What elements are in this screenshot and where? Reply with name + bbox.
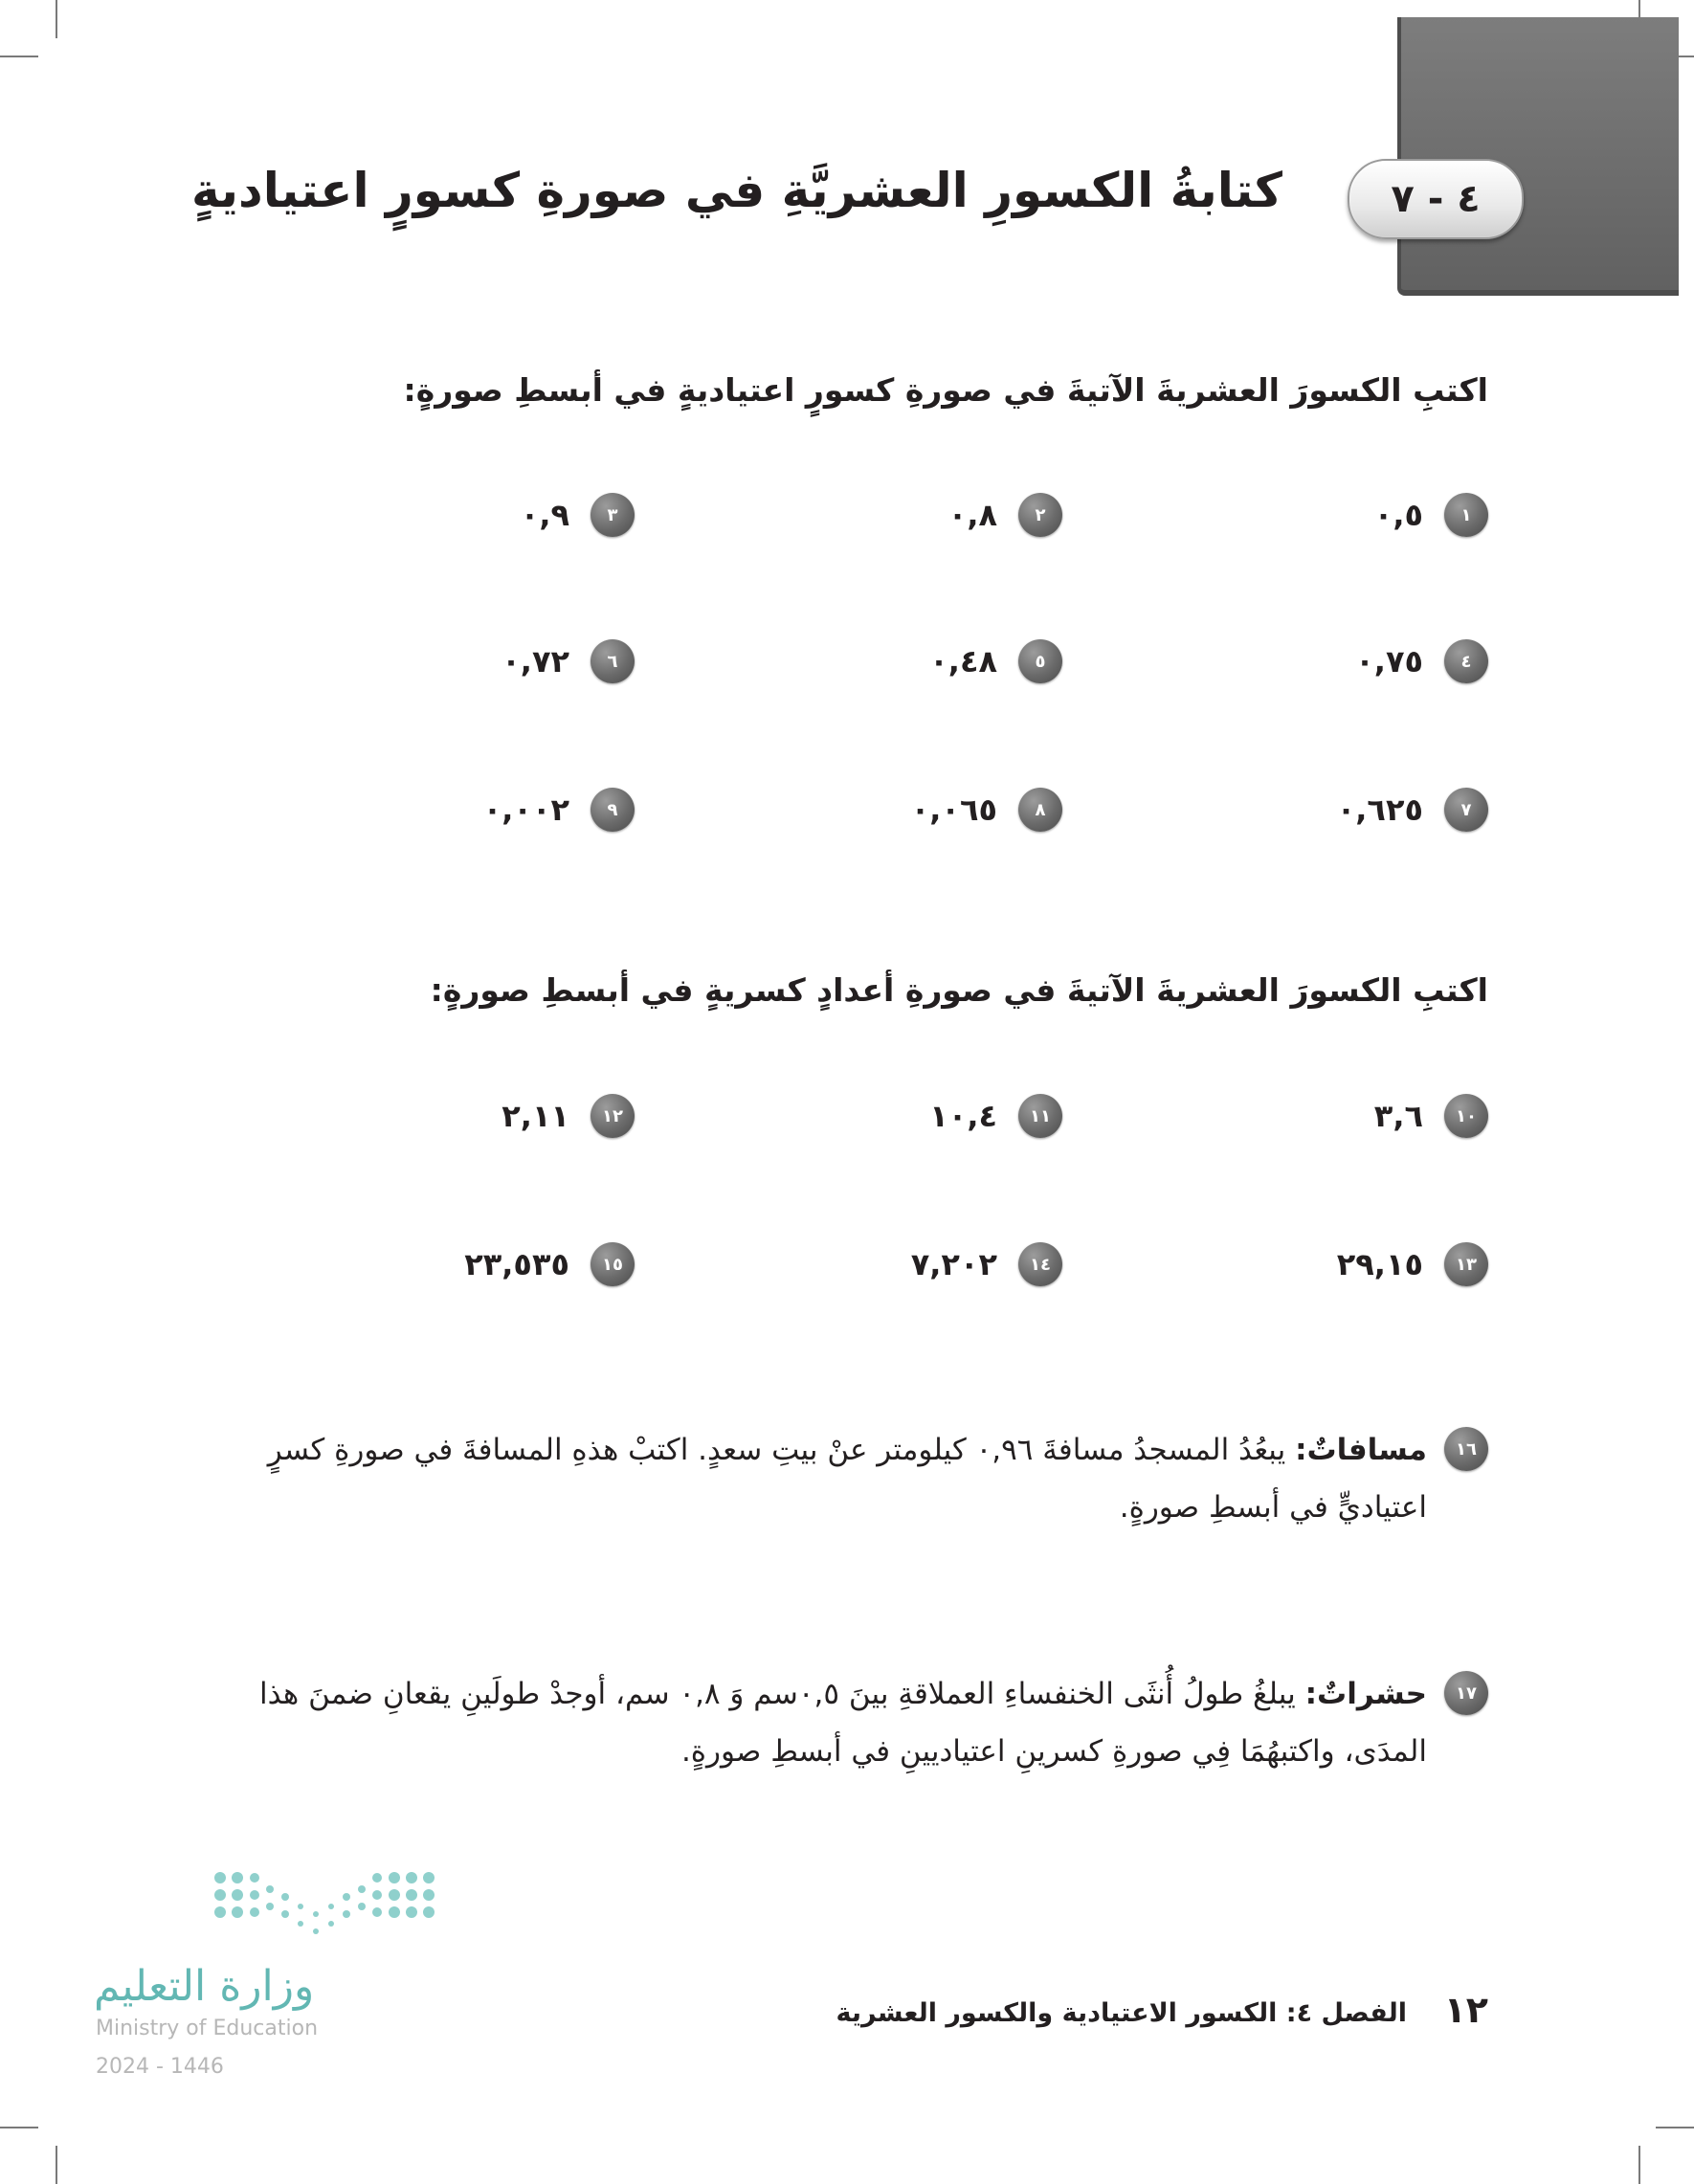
section1-instruction: اكتبِ الكسورَ العشريةَ الآتيةَ في صورةِ كسورٍ اعتياديةٍ في أبسطِ صورةٍ: — [403, 371, 1488, 409]
header-tab-decoration — [1397, 17, 1679, 296]
exercise-value: ١٠,٤ — [929, 1098, 997, 1134]
exercise-number-badge: ١٧ — [1444, 1671, 1488, 1715]
word-problem — [215, 1665, 1488, 1780]
exercise-item — [502, 636, 635, 686]
exercise-item — [929, 1091, 1062, 1141]
problem-text — [215, 1665, 1427, 1780]
crop-mark — [56, 0, 57, 38]
ministry-logo-icon — [209, 1868, 448, 1945]
exercise-value: ٠,٧٢ — [502, 643, 569, 680]
crop-mark — [56, 2146, 57, 2184]
lesson-number-badge: ٤ - ٧ — [1348, 159, 1524, 239]
exercise-value: ٢,١١ — [502, 1098, 569, 1134]
exercise-number-badge: ١٢ — [591, 1094, 635, 1138]
exercise-value: ٠,٤٨ — [929, 643, 997, 680]
exercise-number-badge: ٣ — [591, 493, 635, 537]
exercise-item — [911, 785, 1062, 835]
problem-label: مسافاتٌ: — [1295, 1433, 1427, 1467]
exercise-number-badge: ٧ — [1444, 788, 1488, 832]
exercise-item — [911, 1239, 1062, 1289]
exercise-number-badge: ٩ — [591, 788, 635, 832]
problem-body: يبعُدُ المسجدُ مسافةَ ٠,٩٦ كيلومتر عنْ بيتِ سعدٍ. اكتبْ هذهِ المسافةَ في صورةِ كسرٍ اعتياديٍّ في أبسطِ صورةٍ. — [267, 1433, 1427, 1525]
exercise-number-badge: ٢ — [1018, 493, 1062, 537]
exercise-value: ٧,٢٠٢ — [910, 1246, 997, 1282]
problem-body: يبلغُ طولُ أُنثَى الخنفساءِ العملاقةِ بينَ ٠,٥سم وَ ٠,٨ سم، أوجدْ طولَينِ يقعانِ ضمنَ هذا المدَى، واكتبهُمَا فِي صورةِ كسرينِ اعتياديينِ في أبسطِ صورةٍ. — [259, 1677, 1427, 1769]
exercise-item — [1337, 785, 1488, 835]
exercise-value: ٠,٠٦٥ — [910, 791, 997, 828]
crop-mark — [0, 2127, 38, 2128]
exercise-number-badge: ١١ — [1018, 1094, 1062, 1138]
exercise-value: ٢٣,٥٣٥ — [464, 1246, 569, 1282]
lesson-title: كتابةُ الكسورِ العشريَّةِ في صورةِ كسورٍ اعتياديةٍ — [190, 163, 1282, 218]
exercise-item — [929, 636, 1062, 686]
page-number: ١٢ — [1443, 1989, 1488, 2031]
exercise-number-badge: ١٦ — [1444, 1427, 1488, 1471]
exercise-item — [1374, 1091, 1488, 1141]
crop-mark — [1638, 2146, 1640, 2184]
exercise-item — [464, 1239, 635, 1289]
ministry-logo-arabic: وزارة التعليم — [94, 1962, 315, 2011]
problem-label: حشراتٌ: — [1304, 1677, 1427, 1711]
exercise-item — [948, 490, 1062, 540]
exercise-item — [1374, 490, 1488, 540]
crop-mark — [1656, 2127, 1694, 2128]
exercise-value: ٠,٠٠٢ — [482, 791, 569, 828]
exercise-value: ٠,٨ — [947, 497, 997, 533]
exercise-number-badge: ١٠ — [1444, 1094, 1488, 1138]
chapter-title: الفصل ٤: الكسور الاعتيادية والكسور العشرية — [836, 1998, 1407, 2028]
exercise-number-badge: ١ — [1444, 493, 1488, 537]
exercise-number-badge: ٤ — [1444, 639, 1488, 683]
section2-instruction: اكتبِ الكسورَ العشريةَ الآتيةَ في صورةِ أعدادٍ كسريةٍ في أبسطِ صورةٍ: — [430, 971, 1488, 1009]
exercise-item — [483, 785, 635, 835]
exercise-value: ٠,٥ — [1373, 497, 1423, 533]
exercise-value: ٠,٧٥ — [1355, 643, 1423, 680]
exercise-number-badge: ١٤ — [1018, 1242, 1062, 1286]
exercise-number-badge: ٨ — [1018, 788, 1062, 832]
exercise-number-badge: ٥ — [1018, 639, 1062, 683]
exercise-number-badge: ١٥ — [591, 1242, 635, 1286]
exercise-number-badge: ٦ — [591, 639, 635, 683]
exercise-item — [1355, 636, 1488, 686]
ministry-logo-english: Ministry of Education — [96, 2017, 319, 2040]
exercise-value: ٠,٦٢٥ — [1336, 791, 1423, 828]
exercise-number-badge: ١٣ — [1444, 1242, 1488, 1286]
ministry-logo-year: 2024 - 1446 — [96, 2055, 224, 2079]
word-problem — [215, 1421, 1488, 1536]
exercise-value: ٢٩,١٥ — [1336, 1246, 1423, 1282]
exercise-item — [1337, 1239, 1488, 1289]
crop-mark — [0, 56, 38, 57]
exercise-item — [502, 1091, 635, 1141]
problem-text — [215, 1421, 1427, 1536]
exercise-value: ٠,٩ — [520, 497, 569, 533]
exercise-value: ٣,٦ — [1373, 1098, 1423, 1134]
exercise-item — [521, 490, 635, 540]
